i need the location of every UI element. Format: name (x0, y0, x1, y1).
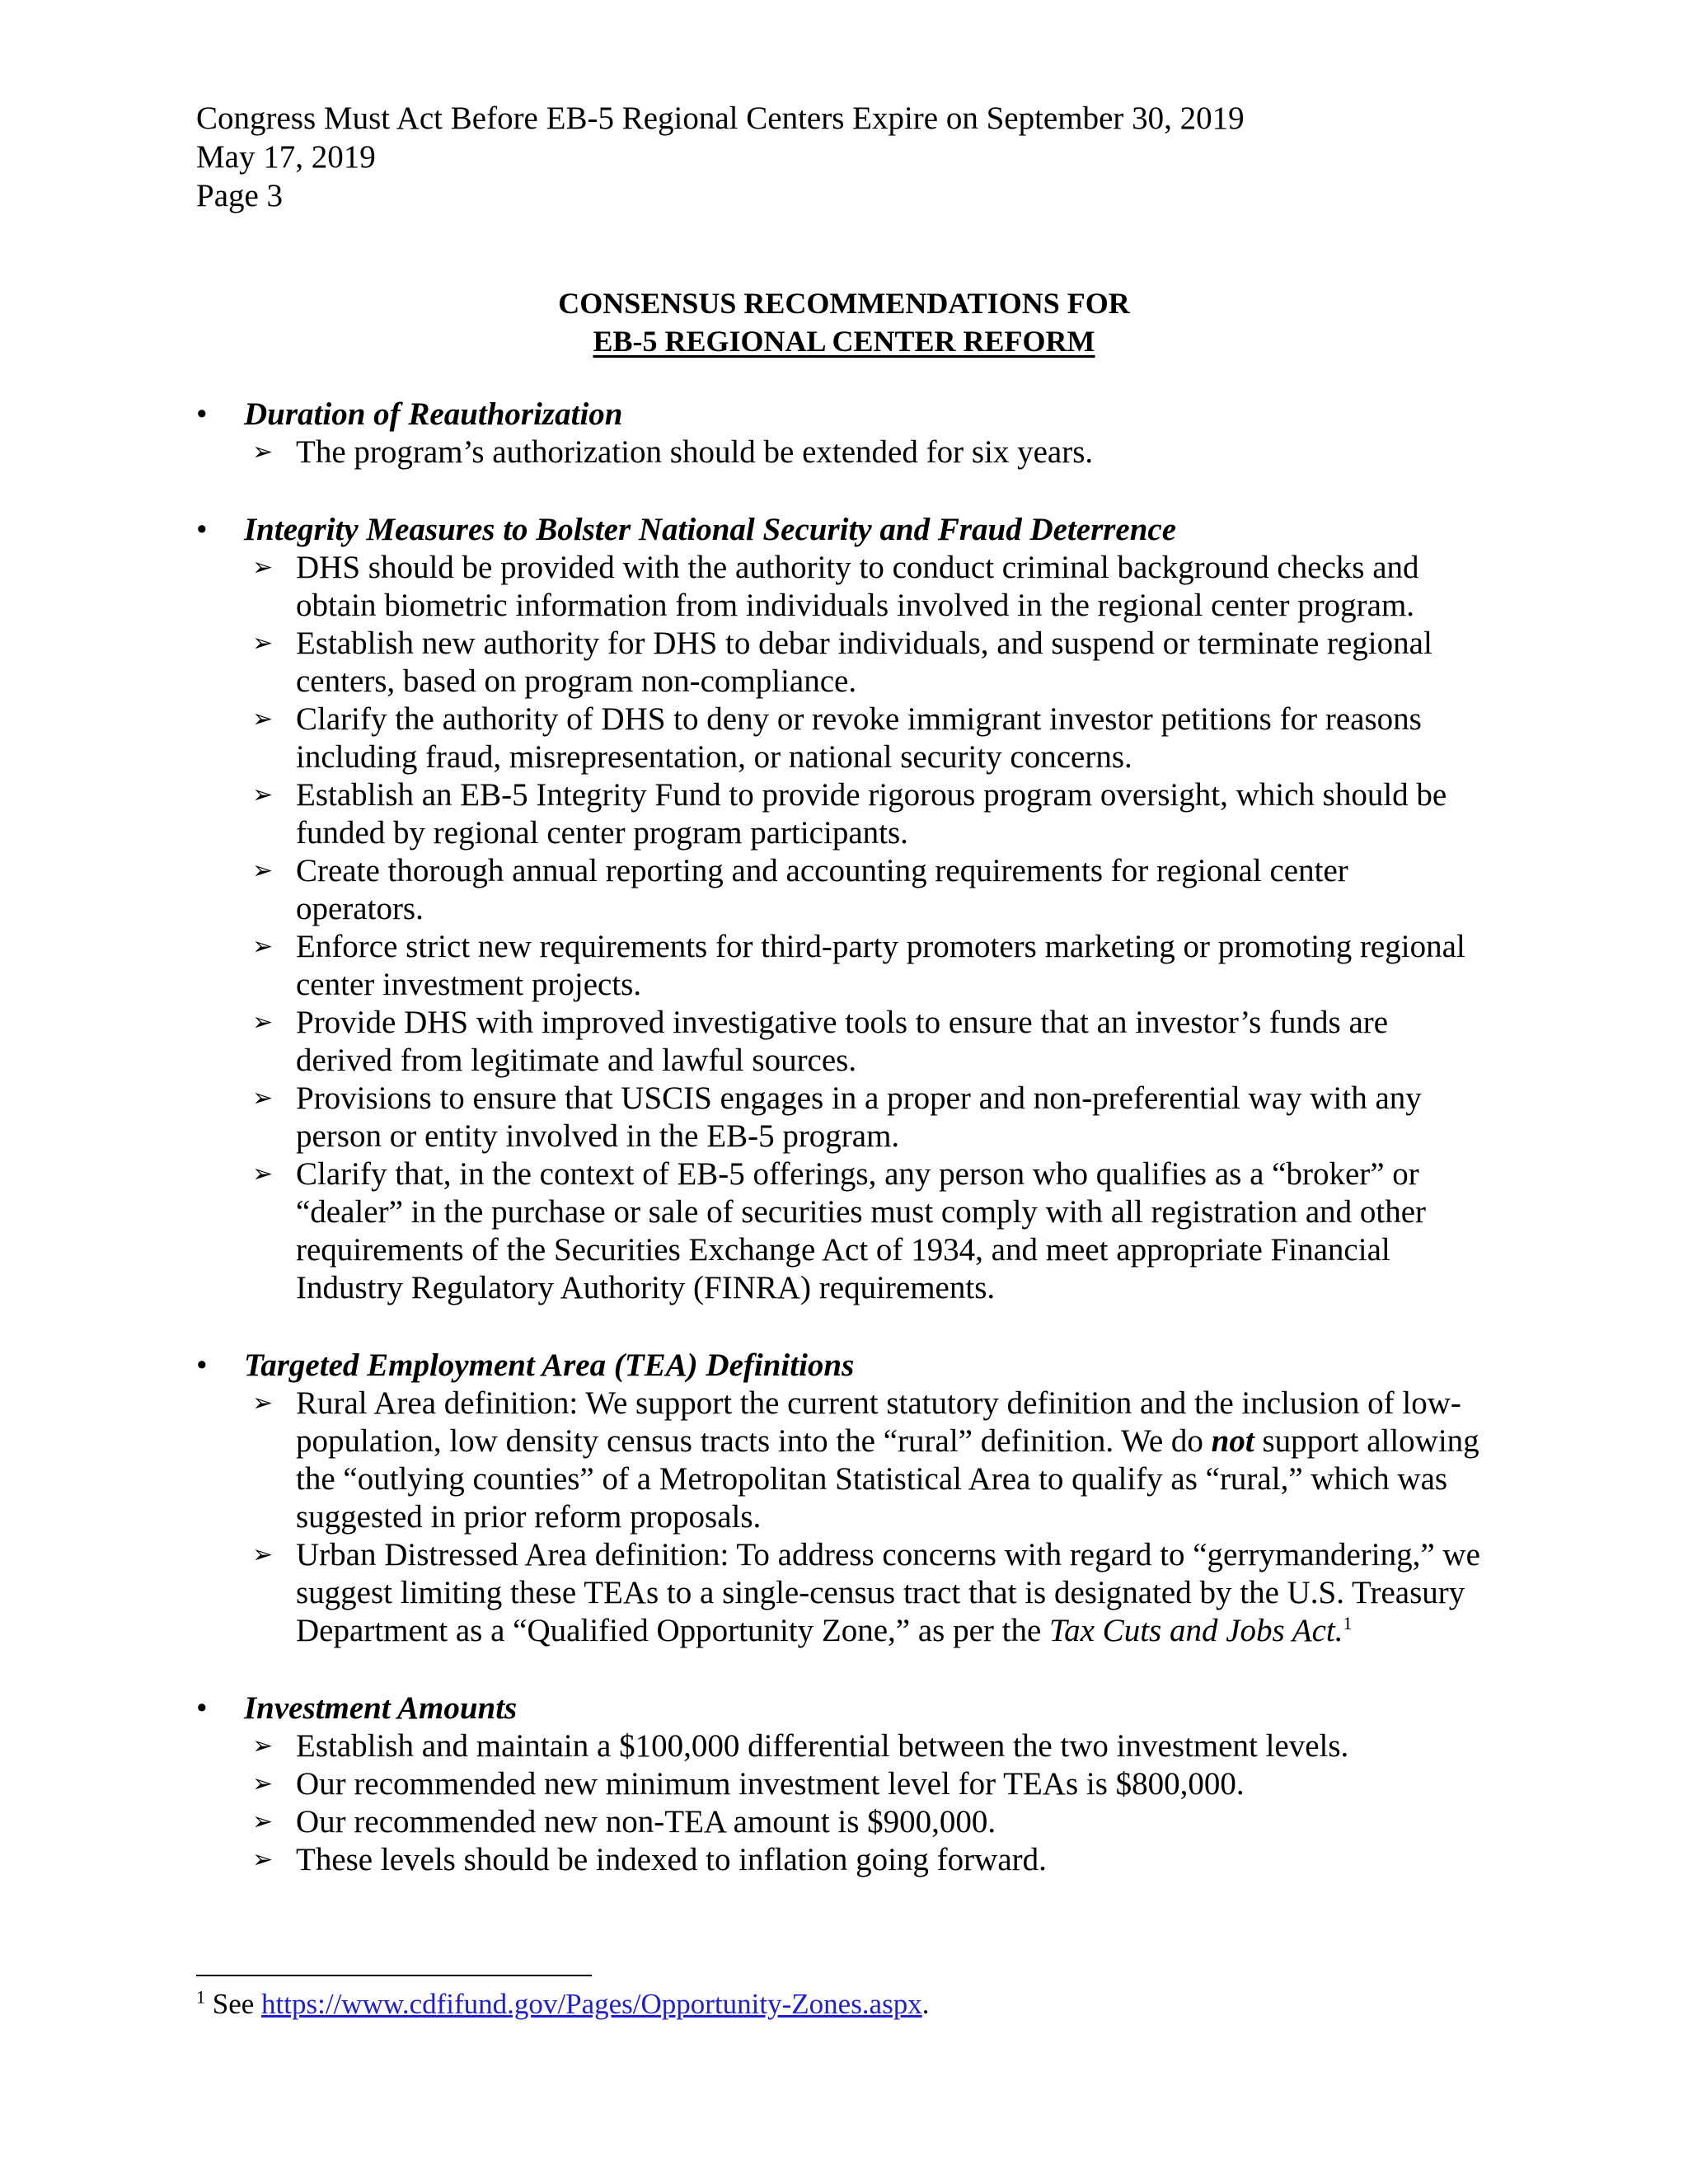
list-item (196, 852, 1482, 928)
header-page-number: Page 3 (196, 178, 284, 213)
title-line-2: EB-5 REGIONAL CENTER REFORM (593, 325, 1095, 358)
list-item (196, 776, 1482, 852)
act-name-text: Tax Cuts and Jobs Act. (1049, 1613, 1343, 1648)
footnote-link[interactable]: https://www.cdfifund.gov/Pages/Opportunity-Zones.aspx (261, 1988, 922, 2020)
arrow-bullet-icon: ➢ (252, 1769, 274, 1798)
arrow-bullet-icon: ➢ (252, 1845, 274, 1874)
list-item (196, 1765, 1482, 1803)
arrow-bullet-icon: ➢ (252, 1807, 274, 1836)
arrow-bullet-icon: ➢ (252, 856, 274, 885)
bullet-icon: • (196, 396, 208, 432)
bullet-icon: • (196, 512, 208, 547)
list-item (196, 625, 1482, 701)
bullet-icon: • (196, 1347, 208, 1383)
section-duration (196, 396, 1482, 471)
arrow-bullet-icon: ➢ (252, 1084, 274, 1113)
header-date: May 17, 2019 (196, 139, 376, 175)
section-heading (196, 1347, 1482, 1385)
section-heading (196, 511, 1482, 549)
list-item-text: The program’s authorization should be extended for six years. (296, 434, 1094, 470)
list-item-text: Provide DHS with improved investigative tools to ensure that an investor’s funds are derived from legitimate and lawful sources. (296, 1005, 1389, 1078)
section-items (196, 434, 1482, 471)
arrow-bullet-icon: ➢ (252, 1540, 274, 1569)
arrow-bullet-icon: ➢ (252, 705, 274, 733)
footnote (196, 1986, 929, 2022)
arrow-bullet-icon: ➢ (252, 1732, 274, 1760)
footnote-prefix: See (212, 1988, 262, 2020)
list-item (196, 928, 1482, 1004)
section-tea-definitions (196, 1347, 1482, 1650)
arrow-bullet-icon: ➢ (252, 1160, 274, 1188)
list-item-text: Establish an EB-5 Integrity Fund to provide rigorous program oversight, which should be funded by regional center program participants. (296, 777, 1447, 851)
arrow-bullet-icon: ➢ (252, 553, 274, 582)
arrow-bullet-icon: ➢ (252, 629, 274, 658)
list-item-text: Establish new authority for DHS to debar individuals, and suspend or terminate regional centers, based on program non-compliance. (296, 626, 1432, 699)
arrow-bullet-icon: ➢ (252, 438, 274, 466)
list-item-rural-definition (196, 1385, 1482, 1536)
emphasis-text: not (1211, 1423, 1254, 1459)
bullet-icon: • (196, 1690, 208, 1726)
list-item-text: Create thorough annual reporting and accounting requirements for regional center operators. (296, 853, 1348, 926)
section-heading-text: Targeted Employment Area (TEA) Definitions (244, 1347, 855, 1383)
footnote-number: 1 (196, 1986, 205, 2008)
list-item (196, 701, 1482, 776)
list-item-text: These levels should be indexed to inflation going forward. (296, 1842, 1047, 1877)
section-items (196, 549, 1482, 1307)
title-line-1: CONSENSUS RECOMMENDATIONS FOR (558, 287, 1130, 320)
list-item (196, 549, 1482, 625)
list-item-text: Enforce strict new requirements for third-party promoters marketing or promoting regional center investment projects. (296, 929, 1465, 1002)
list-item-text: Our recommended new minimum investment level for TEAs is $800,000. (296, 1766, 1245, 1802)
section-items (196, 1727, 1482, 1879)
list-item-text: Clarify that, in the context of EB-5 offerings, any person who qualifies as a “broker” or “dealer” in the purchase or sale of securities must comply with all registration and other requirements of the Securities Exchange Act of 1934, and meet appropriate Financial Industry Regulatory Authority (FINRA) requirements. (296, 1156, 1427, 1305)
list-item (196, 1727, 1482, 1765)
arrow-bullet-icon: ➢ (252, 780, 274, 809)
list-item (196, 434, 1482, 471)
list-item (196, 1155, 1482, 1307)
list-item-text: support allowing the “outlying counties” of a Metropolitan Statistical Area to qualify as “rural,” which was suggested in prior reform proposals. (296, 1423, 1479, 1535)
section-heading (196, 1690, 1482, 1727)
list-item-text: Urban Distressed Area definition: To address concerns with regard to “gerrymandering,” we suggest limiting these TEAs to a single-census tract that is designated by the U.S. Treasury Department as a “Qualified Opportunity Zone,” as per the (296, 1537, 1480, 1648)
recommendations-list (196, 396, 1482, 1919)
section-investment-amounts (196, 1690, 1482, 1879)
section-integrity (196, 511, 1482, 1307)
section-items (196, 1385, 1482, 1650)
list-item-text: Rural Area definition: We support the current statutory definition and the inclusion of low-population, low density census tracts into the “rural” definition. We do (296, 1385, 1461, 1459)
list-item (196, 1803, 1482, 1841)
list-item-text: Provisions to ensure that USCIS engages in a proper and non-preferential way with any person or entity involved in the EB-5 program. (296, 1080, 1422, 1154)
footnote-reference[interactable]: 1 (1343, 1613, 1353, 1633)
list-item-text: Clarify the authority of DHS to deny or revoke immigrant investor petitions for reasons including fraud, misrepresentation, or national security concerns. (296, 701, 1422, 775)
arrow-bullet-icon: ➢ (252, 1389, 274, 1418)
list-item (196, 1004, 1482, 1080)
list-item (196, 1080, 1482, 1155)
arrow-bullet-icon: ➢ (252, 932, 274, 961)
list-item-text: Establish and maintain a $100,000 differential between the two investment levels. (296, 1728, 1349, 1764)
arrow-bullet-icon: ➢ (252, 1008, 274, 1037)
document-title (0, 284, 1688, 360)
section-heading-text: Investment Amounts (244, 1690, 518, 1726)
section-heading-text: Duration of Reauthorization (244, 396, 623, 432)
list-item-text: DHS should be provided with the authority to conduct criminal background checks and obtain biometric information from individuals involved in the regional center program. (296, 550, 1419, 623)
page-header (196, 99, 1245, 215)
list-item (196, 1841, 1482, 1879)
footnote-suffix: . (921, 1988, 930, 2020)
section-heading-text: Integrity Measures to Bolster National Security and Fraud Deterrence (244, 512, 1177, 547)
section-heading (196, 396, 1482, 434)
header-title-line: Congress Must Act Before EB-5 Regional Centers Expire on September 30, 2019 (196, 101, 1245, 136)
list-item-text: Our recommended new non-TEA amount is $900,000. (296, 1804, 996, 1840)
list-item-urban-definition (196, 1536, 1482, 1650)
footnote-divider (196, 1975, 592, 1976)
